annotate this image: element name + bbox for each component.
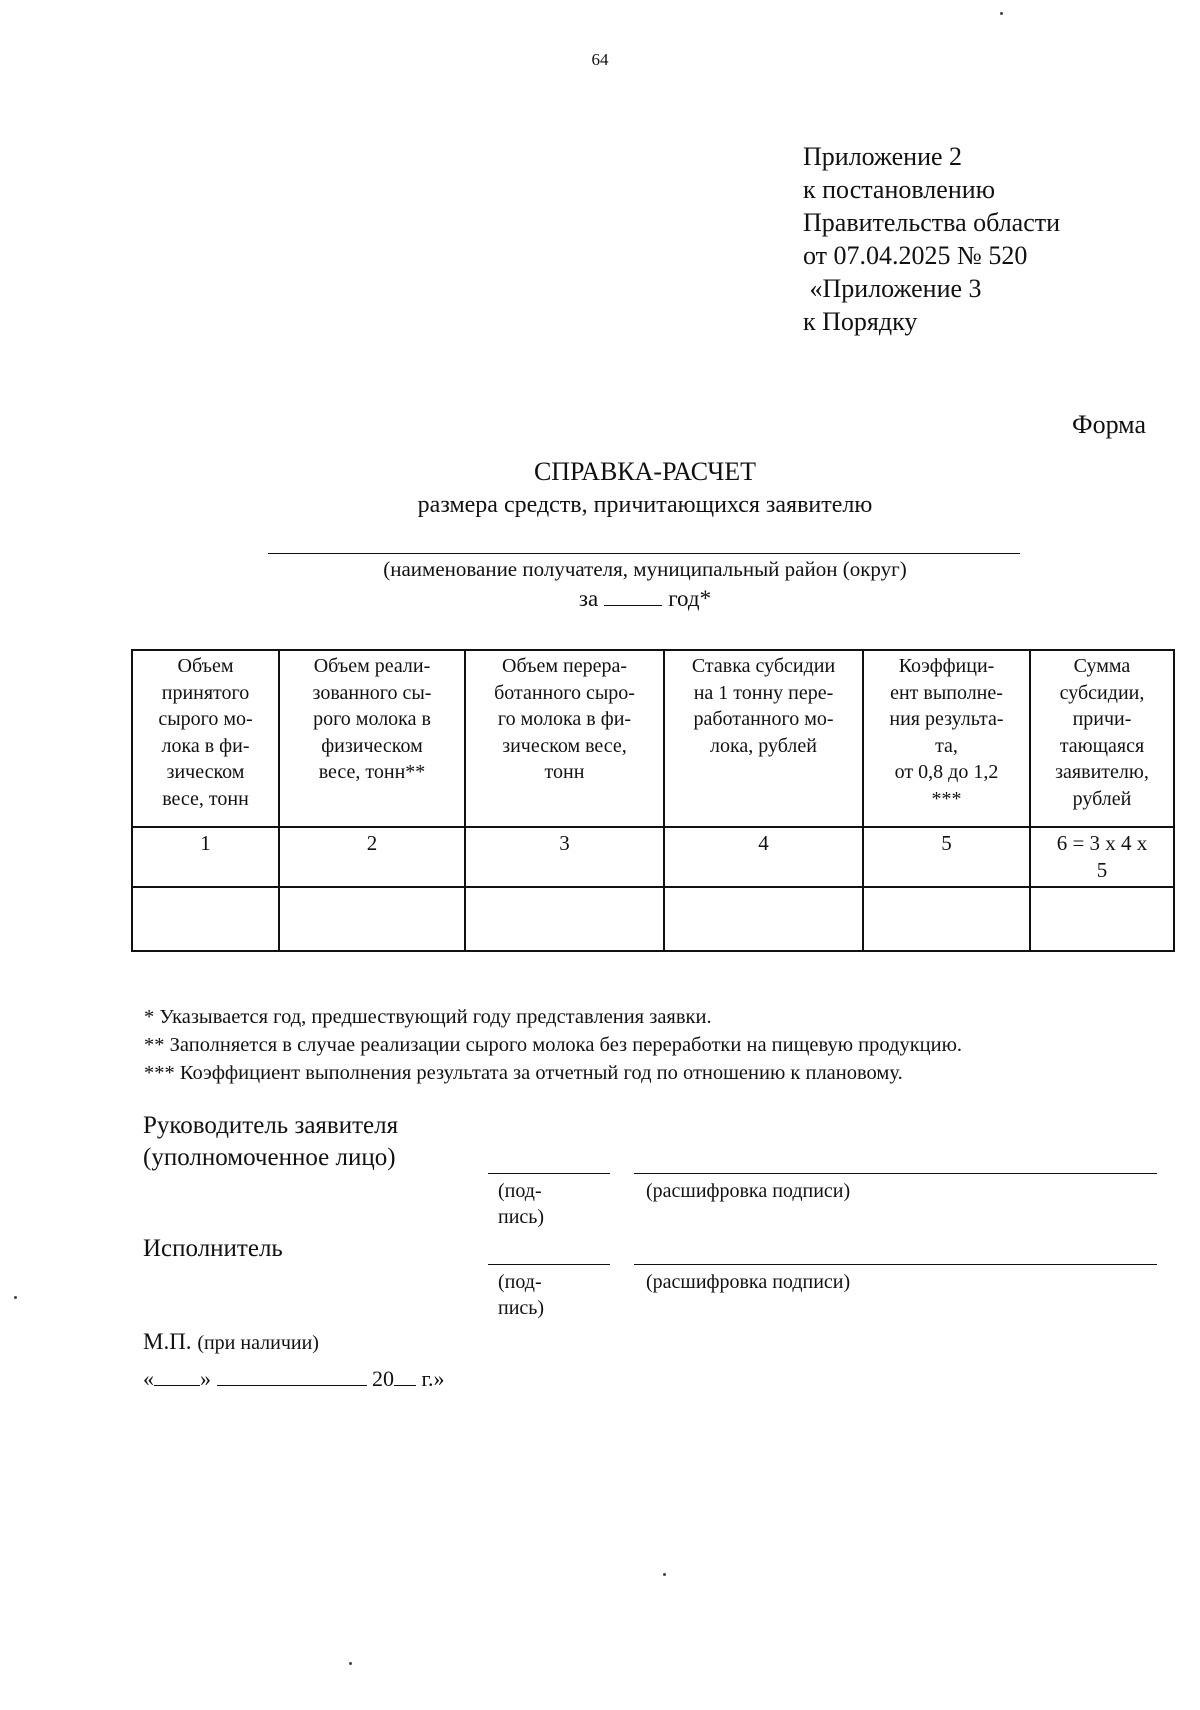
- date-day-field[interactable]: [154, 1367, 200, 1386]
- executor-decoding-caption: (расшифровка подписи): [646, 1271, 851, 1293]
- header-cell-3: Объем перера- ботанного сыро- го молока в фи- зическом весе, тонн: [465, 650, 664, 827]
- scan-speck: [1000, 12, 1003, 15]
- header-cell-4: Ставка субсидии на 1 тонну пере- работанного мо- лока, рублей: [664, 650, 863, 827]
- recipient-caption: (наименование получателя, муниципальный район (округ): [383, 557, 907, 581]
- document-title: СПРАВКА-РАСЧЕТ: [533, 457, 757, 486]
- data-cell[interactable]: [132, 887, 279, 951]
- header-cell-2: Объем реали- зованного сы- рого молока в физическом весе, тонн**: [279, 650, 465, 827]
- header-cell-1: Объем принятого сырого мо- лока в фи- зическом весе, тонн: [132, 650, 279, 827]
- column-number: 4: [664, 827, 863, 887]
- header-cell-5: Коэффици- ент выполне- ния результа- та, от 0,8 до 1,2 ***: [863, 650, 1030, 827]
- stamp-line: [143, 1329, 319, 1355]
- appendix-line: к постановлению: [803, 175, 996, 204]
- appendix-line: от 07.04.2025 № 520: [803, 241, 1028, 270]
- year-prefix: за: [578, 586, 599, 611]
- scan-speck: [349, 1662, 352, 1665]
- column-number: 3: [465, 827, 664, 887]
- scan-speck: [663, 1573, 666, 1576]
- column-number: 1: [132, 827, 279, 887]
- footnote: * Указывается год, предшествующий году представления заявки.: [144, 1006, 712, 1028]
- data-cell[interactable]: [279, 887, 465, 951]
- date-month-field[interactable]: [217, 1367, 367, 1386]
- column-number: 5: [863, 827, 1030, 887]
- appendix-block: [803, 140, 1060, 338]
- form-label: Форма: [1072, 410, 1146, 439]
- table-row: [132, 887, 1174, 951]
- scan-speck: [14, 1296, 17, 1299]
- appendix-line: к Порядку: [803, 307, 918, 336]
- date-year-suffix: г.»: [421, 1366, 445, 1391]
- appendix-line: «Приложение 3: [803, 274, 982, 303]
- data-cell[interactable]: [863, 887, 1030, 951]
- header-cell-6: Сумма субсидии, причи- тающаяся заявителю, рублей: [1030, 650, 1174, 827]
- footnote: ** Заполняется в случае реализации сырого молока без переработки на пищевую продукцию.: [144, 1034, 963, 1056]
- calculation-table: [131, 649, 1175, 952]
- year-suffix: год*: [668, 586, 712, 611]
- executor-signature-line[interactable]: [488, 1264, 610, 1265]
- head-signature-caption: (под- пись): [498, 1180, 545, 1228]
- date-century: 20: [372, 1366, 394, 1391]
- page-number: 64: [591, 50, 609, 69]
- stamp-note: (при наличии): [197, 1332, 319, 1354]
- year-line: [0, 585, 1200, 612]
- head-decoding-caption: (расшифровка подписи): [646, 1180, 851, 1202]
- date-line: [143, 1366, 445, 1392]
- appendix-line: Правительства области: [803, 208, 1061, 237]
- recipient-name-line[interactable]: [268, 553, 1020, 554]
- footnotes: [144, 1003, 962, 1087]
- date-year-field[interactable]: [394, 1367, 416, 1386]
- executor-decoding-line[interactable]: [634, 1264, 1157, 1265]
- column-number-formula: 6 = 3 х 4 х 5: [1030, 827, 1174, 887]
- date-close-quote: »: [200, 1366, 211, 1391]
- footnote: *** Коэффициент выполнения результата за отчетный год по отношению к плановому.: [144, 1062, 903, 1084]
- column-number-row: [132, 827, 1174, 887]
- document-subtitle: размера средств, причитающихся заявителю: [417, 492, 873, 518]
- head-signature-line[interactable]: [488, 1173, 610, 1174]
- year-blank-field[interactable]: [604, 585, 662, 606]
- table-header-row: [132, 650, 1174, 827]
- column-number: 2: [279, 827, 465, 887]
- appendix-line: Приложение 2: [803, 142, 963, 171]
- date-open-quote: «: [143, 1366, 154, 1391]
- executor-label: Исполнитель: [143, 1235, 283, 1262]
- data-cell[interactable]: [1030, 887, 1174, 951]
- stamp-label: М.П.: [143, 1329, 192, 1354]
- head-decoding-line[interactable]: [634, 1173, 1157, 1174]
- executor-signature-caption: (под- пись): [498, 1271, 545, 1319]
- data-cell[interactable]: [664, 887, 863, 951]
- data-cell[interactable]: [465, 887, 664, 951]
- head-label: Руководитель заявителя (уполномоченное лицо): [143, 1112, 399, 1171]
